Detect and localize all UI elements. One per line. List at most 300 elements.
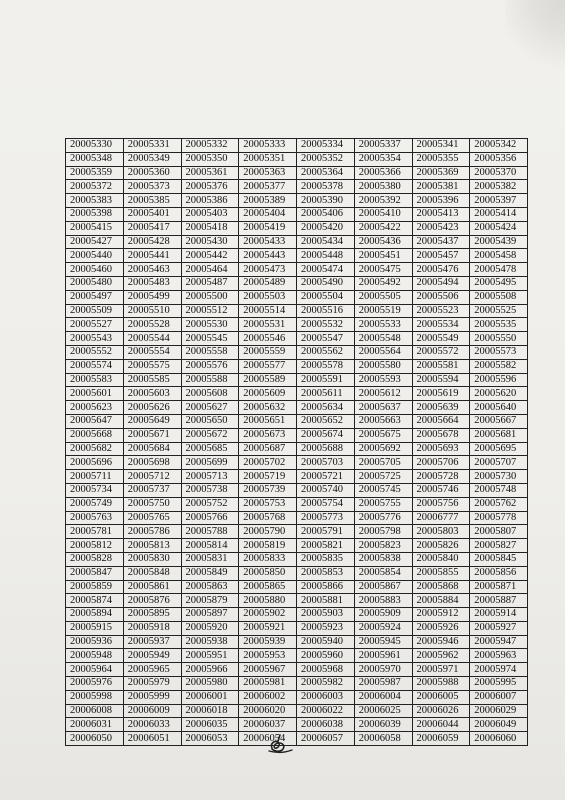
- roll-number-cell: 20005355: [412, 152, 470, 166]
- roll-number-cell: 20005826: [412, 539, 470, 553]
- roll-number-cell: 20005874: [66, 594, 124, 608]
- roll-number-cell: 20005533: [354, 318, 412, 332]
- roll-number-cell: 20005534: [412, 318, 470, 332]
- table-row: [66, 318, 528, 332]
- roll-number-cell: 20005475: [354, 263, 412, 277]
- roll-number-cell: 20005528: [123, 318, 181, 332]
- roll-number-cell: 20005813: [123, 539, 181, 553]
- roll-number-cell: 20005476: [412, 263, 470, 277]
- roll-number-cell: 20006051: [123, 732, 181, 746]
- roll-number-cell: 20005881: [297, 594, 355, 608]
- roll-number-cell: 20005531: [239, 318, 297, 332]
- roll-number-cell: 20005707: [470, 456, 528, 470]
- roll-number-cell: 20005480: [66, 276, 124, 290]
- roll-number-cell: 20006057: [297, 732, 355, 746]
- roll-number-cell: 20005830: [123, 552, 181, 566]
- roll-number-cell: 20005549: [412, 332, 470, 346]
- roll-number-cell: 20005434: [297, 235, 355, 249]
- roll-number-cell: 20005756: [412, 497, 470, 511]
- roll-number-cell: 20006022: [297, 704, 355, 718]
- table-row: [66, 235, 528, 249]
- roll-number-cell: 20005970: [354, 663, 412, 677]
- table-row: [66, 401, 528, 415]
- roll-number-cell: 20005433: [239, 235, 297, 249]
- roll-number-cell: 20005961: [354, 649, 412, 663]
- table-row: [66, 470, 528, 484]
- roll-number-cell: 20005550: [470, 332, 528, 346]
- roll-number-cell: 20005354: [354, 152, 412, 166]
- roll-number-cell: 20005492: [354, 276, 412, 290]
- roll-number-cell: 20005776: [354, 511, 412, 525]
- roll-number-cell: 20006037: [239, 718, 297, 732]
- roll-number-table: [65, 138, 528, 746]
- roll-number-cell: 20005814: [181, 539, 239, 553]
- roll-number-cell: 20006053: [181, 732, 239, 746]
- roll-number-cell: 20006002: [239, 690, 297, 704]
- roll-number-cell: 20005352: [297, 152, 355, 166]
- roll-number-cell: 20005364: [297, 166, 355, 180]
- roll-number-cell: 20005591: [297, 373, 355, 387]
- roll-number-cell: 20005876: [123, 594, 181, 608]
- roll-number-cell: 20005918: [123, 621, 181, 635]
- roll-number-table-body: [66, 139, 528, 746]
- roll-number-cell: 20005619: [412, 387, 470, 401]
- roll-number-cell: 20005745: [354, 483, 412, 497]
- table-row: [66, 649, 528, 663]
- roll-number-cell: 20006025: [354, 704, 412, 718]
- roll-number-cell: 20005609: [239, 387, 297, 401]
- paper-corner-shadow: [505, 0, 565, 70]
- roll-number-cell: 20005601: [66, 387, 124, 401]
- roll-number-cell: 20005848: [123, 566, 181, 580]
- roll-number-cell: 20005951: [181, 649, 239, 663]
- roll-number-cell: 20005949: [123, 649, 181, 663]
- roll-number-cell: 20006049: [470, 718, 528, 732]
- table-row: [66, 345, 528, 359]
- roll-number-cell: 20005678: [412, 428, 470, 442]
- roll-number-cell: 20005766: [181, 511, 239, 525]
- roll-number-cell: 20005734: [66, 483, 124, 497]
- roll-number-cell: 20006009: [123, 704, 181, 718]
- roll-number-cell: 20005637: [354, 401, 412, 415]
- roll-number-cell: 20005478: [470, 263, 528, 277]
- roll-number-cell: 20005410: [354, 207, 412, 221]
- roll-number-cell: 20005331: [123, 139, 181, 153]
- roll-number-cell: 20005854: [354, 566, 412, 580]
- roll-number-cell: 20006001: [181, 690, 239, 704]
- roll-number-cell: 20005464: [181, 263, 239, 277]
- roll-number-cell: 20005652: [297, 414, 355, 428]
- roll-number-cell: 20005695: [470, 442, 528, 456]
- roll-number-cell: 20005849: [181, 566, 239, 580]
- roll-number-cell: 20005887: [470, 594, 528, 608]
- roll-number-cell: 20005509: [66, 304, 124, 318]
- roll-number-cell: 20005909: [354, 608, 412, 622]
- roll-number-cell: 20005926: [412, 621, 470, 635]
- roll-number-cell: 20005831: [181, 552, 239, 566]
- roll-number-cell: 20005711: [66, 470, 124, 484]
- roll-number-cell: 20005588: [181, 373, 239, 387]
- roll-number-cell: 20005639: [412, 401, 470, 415]
- roll-number-cell: 20005988: [412, 677, 470, 691]
- roll-number-cell: 20005703: [297, 456, 355, 470]
- roll-number-cell: 20005739: [239, 483, 297, 497]
- roll-number-cell: 20005494: [412, 276, 470, 290]
- table-row: [66, 621, 528, 635]
- table-row: [66, 139, 528, 153]
- roll-number-cell: 20005441: [123, 249, 181, 263]
- roll-number-cell: 20005923: [297, 621, 355, 635]
- roll-number-cell: 20005698: [123, 456, 181, 470]
- roll-number-cell: 20005442: [181, 249, 239, 263]
- table-row: [66, 704, 528, 718]
- roll-number-cell: 20005577: [239, 359, 297, 373]
- roll-number-cell: 20005623: [66, 401, 124, 415]
- table-row: [66, 152, 528, 166]
- roll-number-cell: 20005945: [354, 635, 412, 649]
- roll-number-cell: 20005544: [123, 332, 181, 346]
- roll-number-cell: 20005721: [297, 470, 355, 484]
- roll-number-cell: 20005699: [181, 456, 239, 470]
- roll-number-cell: 20005682: [66, 442, 124, 456]
- table-row: [66, 332, 528, 346]
- roll-number-cell: 20005920: [181, 621, 239, 635]
- table-row: [66, 552, 528, 566]
- roll-number-cell: 20005768: [239, 511, 297, 525]
- roll-number-cell: 20005350: [181, 152, 239, 166]
- roll-number-cell: 20005440: [66, 249, 124, 263]
- roll-number-cell: 20005750: [123, 497, 181, 511]
- roll-number-cell: 20005503: [239, 290, 297, 304]
- roll-number-cell: 20005380: [354, 180, 412, 194]
- roll-number-cell: 20005819: [239, 539, 297, 553]
- roll-number-cell: 20005668: [66, 428, 124, 442]
- roll-number-cell: 20005863: [181, 580, 239, 594]
- table-row: [66, 483, 528, 497]
- roll-number-cell: 20005463: [123, 263, 181, 277]
- signature-icon: [266, 732, 296, 756]
- roll-number-cell: 20005845: [470, 552, 528, 566]
- table-row: [66, 414, 528, 428]
- roll-number-cell: 20005737: [123, 483, 181, 497]
- roll-number-cell: 20005968: [297, 663, 355, 677]
- roll-number-cell: 20005530: [181, 318, 239, 332]
- roll-number-cell: 20005372: [66, 180, 124, 194]
- roll-number-cell: 20005451: [354, 249, 412, 263]
- table-row: [66, 359, 528, 373]
- roll-number-cell: 20005719: [239, 470, 297, 484]
- table-row: [66, 732, 528, 746]
- roll-number-cell: 20005967: [239, 663, 297, 677]
- roll-number-cell: 20005373: [123, 180, 181, 194]
- table-row: [66, 373, 528, 387]
- roll-number-cell: 20005687: [239, 442, 297, 456]
- roll-number-cell: 20005523: [412, 304, 470, 318]
- roll-number-cell: 20005778: [470, 511, 528, 525]
- roll-number-cell: 20005979: [123, 677, 181, 691]
- roll-number-cell: 20005921: [239, 621, 297, 635]
- roll-number-cell: 20005823: [354, 539, 412, 553]
- roll-number-cell: 20005413: [412, 207, 470, 221]
- roll-number-cell: 20005651: [239, 414, 297, 428]
- table-row: [66, 428, 528, 442]
- roll-number-cell: 20005506: [412, 290, 470, 304]
- roll-number-cell: 20005337: [354, 139, 412, 153]
- roll-number-cell: 20005674: [297, 428, 355, 442]
- roll-number-cell: 20005938: [181, 635, 239, 649]
- roll-number-cell: 20005833: [239, 552, 297, 566]
- roll-number-cell: 20005460: [66, 263, 124, 277]
- roll-number-cell: 20005640: [470, 401, 528, 415]
- roll-number-cell: 20005483: [123, 276, 181, 290]
- roll-number-cell: 20005378: [297, 180, 355, 194]
- roll-number-cell: 20005937: [123, 635, 181, 649]
- roll-number-cell: 20005489: [239, 276, 297, 290]
- roll-number-cell: 20005457: [412, 249, 470, 263]
- roll-number-cell: 20005675: [354, 428, 412, 442]
- roll-number-cell: 20005803: [412, 525, 470, 539]
- roll-number-cell: 20005902: [239, 608, 297, 622]
- roll-number-cell: 20005499: [123, 290, 181, 304]
- roll-number-cell: 20005632: [239, 401, 297, 415]
- table-row: [66, 442, 528, 456]
- roll-number-cell: 20005960: [297, 649, 355, 663]
- roll-number-cell: 20005705: [354, 456, 412, 470]
- roll-number-cell: 20005880: [239, 594, 297, 608]
- roll-number-cell: 20005895: [123, 608, 181, 622]
- roll-number-cell: 20005672: [181, 428, 239, 442]
- roll-number-cell: 20005473: [239, 263, 297, 277]
- roll-number-cell: 20005728: [412, 470, 470, 484]
- table-row: [66, 497, 528, 511]
- roll-number-cell: 20005512: [181, 304, 239, 318]
- roll-number-cell: 20005514: [239, 304, 297, 318]
- roll-number-cell: 20005755: [354, 497, 412, 511]
- roll-number-cell: 20005971: [412, 663, 470, 677]
- roll-number-cell: 20005396: [412, 194, 470, 208]
- roll-number-cell: 20005386: [181, 194, 239, 208]
- roll-number-cell: 20006060: [470, 732, 528, 746]
- roll-number-cell: 20005773: [297, 511, 355, 525]
- roll-number-cell: 20005581: [412, 359, 470, 373]
- table-row: [66, 304, 528, 318]
- roll-number-cell: 20006008: [66, 704, 124, 718]
- roll-number-cell: 20005369: [412, 166, 470, 180]
- roll-number-cell: 20005389: [239, 194, 297, 208]
- roll-number-cell: 20005582: [470, 359, 528, 373]
- roll-number-cell: 20005423: [412, 221, 470, 235]
- roll-number-cell: 20005838: [354, 552, 412, 566]
- roll-number-cell: 20005366: [354, 166, 412, 180]
- roll-number-cell: 20005664: [412, 414, 470, 428]
- roll-number-cell: 20006004: [354, 690, 412, 704]
- roll-number-cell: 20005382: [470, 180, 528, 194]
- roll-number-cell: 20005552: [66, 345, 124, 359]
- roll-number-cell: 20005912: [412, 608, 470, 622]
- roll-number-cell: 20005867: [354, 580, 412, 594]
- roll-number-cell: 20005341: [412, 139, 470, 153]
- table-row: [66, 566, 528, 580]
- roll-number-cell: 20005856: [470, 566, 528, 580]
- roll-number-cell: 20005725: [354, 470, 412, 484]
- roll-number-cell: 20005684: [123, 442, 181, 456]
- roll-number-cell: 20005620: [470, 387, 528, 401]
- roll-number-cell: 20005332: [181, 139, 239, 153]
- roll-number-cell: 20005962: [412, 649, 470, 663]
- roll-number-cell: 20005861: [123, 580, 181, 594]
- roll-number-cell: 20006044: [412, 718, 470, 732]
- roll-number-cell: 20005999: [123, 690, 181, 704]
- roll-number-cell: 20005422: [354, 221, 412, 235]
- roll-number-cell: 20005626: [123, 401, 181, 415]
- roll-number-cell: 20005706: [412, 456, 470, 470]
- roll-number-cell: 20005966: [181, 663, 239, 677]
- roll-number-cell: 20005430: [181, 235, 239, 249]
- roll-number-cell: 20005406: [297, 207, 355, 221]
- table-row: [66, 677, 528, 691]
- roll-number-cell: 20005562: [297, 345, 355, 359]
- roll-number-cell: 20005351: [239, 152, 297, 166]
- roll-number-cell: 20005903: [297, 608, 355, 622]
- roll-number-cell: 20005974: [470, 663, 528, 677]
- roll-number-cell: 20005437: [412, 235, 470, 249]
- roll-number-cell: 20005504: [297, 290, 355, 304]
- roll-number-cell: 20005847: [66, 566, 124, 580]
- roll-number-cell: 20005334: [297, 139, 355, 153]
- roll-number-cell: 20005342: [470, 139, 528, 153]
- roll-number-cell: 20006050: [66, 732, 124, 746]
- roll-number-cell: 20005753: [239, 497, 297, 511]
- roll-number-cell: 20005414: [470, 207, 528, 221]
- roll-number-cell: 20005349: [123, 152, 181, 166]
- table-row: [66, 663, 528, 677]
- roll-number-cell: 20005497: [66, 290, 124, 304]
- table-row: [66, 166, 528, 180]
- roll-number-cell: 20005798: [354, 525, 412, 539]
- roll-number-cell: 20005439: [470, 235, 528, 249]
- roll-number-cell: 20005377: [239, 180, 297, 194]
- roll-number-cell: 20005575: [123, 359, 181, 373]
- roll-number-cell: 20005730: [470, 470, 528, 484]
- roll-number-cell: 20005381: [412, 180, 470, 194]
- roll-number-cell: 20005850: [239, 566, 297, 580]
- roll-number-cell: 20005976: [66, 677, 124, 691]
- roll-number-cell: 20005746: [412, 483, 470, 497]
- roll-number-cell: 20005443: [239, 249, 297, 263]
- roll-number-cell: 20005448: [297, 249, 355, 263]
- roll-number-cell: 20005883: [354, 594, 412, 608]
- roll-number-cell: 20005754: [297, 497, 355, 511]
- roll-number-cell: 20006035: [181, 718, 239, 732]
- table-row: [66, 608, 528, 622]
- table-row: [66, 718, 528, 732]
- roll-number-cell: 20005948: [66, 649, 124, 663]
- roll-number-cell: 20005608: [181, 387, 239, 401]
- roll-number-cell: 20005738: [181, 483, 239, 497]
- table-row: [66, 249, 528, 263]
- roll-number-cell: 20005981: [239, 677, 297, 691]
- roll-number-cell: 20005998: [66, 690, 124, 704]
- roll-number-cell: 20005360: [123, 166, 181, 180]
- roll-number-cell: 20005879: [181, 594, 239, 608]
- roll-number-cell: 20005398: [66, 207, 124, 221]
- roll-number-cell: 20005487: [181, 276, 239, 290]
- roll-number-cell: 20005713: [181, 470, 239, 484]
- roll-number-cell: 20005712: [123, 470, 181, 484]
- table-row: [66, 580, 528, 594]
- roll-number-cell: 20005627: [181, 401, 239, 415]
- roll-number-cell: 20005884: [412, 594, 470, 608]
- roll-number-cell: 20005940: [297, 635, 355, 649]
- roll-number-cell: 20006026: [412, 704, 470, 718]
- table-row: [66, 180, 528, 194]
- roll-number-cell: 20005392: [354, 194, 412, 208]
- roll-number-cell: 20005356: [470, 152, 528, 166]
- roll-number-cell: 20005576: [181, 359, 239, 373]
- roll-number-cell: 20005510: [123, 304, 181, 318]
- roll-number-cell: 20005947: [470, 635, 528, 649]
- roll-number-cell: 20005603: [123, 387, 181, 401]
- roll-number-cell: 20005667: [470, 414, 528, 428]
- roll-number-cell: 20005548: [354, 332, 412, 346]
- roll-number-cell: 20005927: [470, 621, 528, 635]
- roll-number-cell: 20006005: [412, 690, 470, 704]
- roll-number-cell: 20005589: [239, 373, 297, 387]
- table-row: [66, 387, 528, 401]
- roll-number-cell: 20005980: [181, 677, 239, 691]
- table-row: [66, 276, 528, 290]
- table-row: [66, 194, 528, 208]
- roll-number-cell: 20006038: [297, 718, 355, 732]
- roll-number-cell: 20005527: [66, 318, 124, 332]
- roll-number-cell: 20005545: [181, 332, 239, 346]
- roll-number-cell: 20005763: [66, 511, 124, 525]
- table-row: [66, 539, 528, 553]
- roll-number-cell: 20005424: [470, 221, 528, 235]
- roll-number-cell: 20005401: [123, 207, 181, 221]
- roll-number-cell: 20005964: [66, 663, 124, 677]
- roll-number-cell: 20005543: [66, 332, 124, 346]
- roll-number-cell: 20005593: [354, 373, 412, 387]
- roll-number-cell: 20006777: [412, 511, 470, 525]
- roll-number-cell: 20006020: [239, 704, 297, 718]
- roll-number-cell: 20005693: [412, 442, 470, 456]
- roll-number-cell: 20005415: [66, 221, 124, 235]
- roll-number-cell: 20005853: [297, 566, 355, 580]
- roll-number-cell: 20005474: [297, 263, 355, 277]
- roll-number-cell: 20005650: [181, 414, 239, 428]
- roll-number-cell: 20005963: [470, 649, 528, 663]
- roll-number-cell: 20005995: [470, 677, 528, 691]
- table-row: [66, 207, 528, 221]
- roll-number-cell: 20006003: [297, 690, 355, 704]
- roll-number-cell: 20005572: [412, 345, 470, 359]
- roll-number-cell: 20005871: [470, 580, 528, 594]
- roll-number-cell: 20005748: [470, 483, 528, 497]
- roll-number-cell: 20006058: [354, 732, 412, 746]
- roll-number-cell: 20005987: [354, 677, 412, 691]
- roll-number-cell: 20005965: [123, 663, 181, 677]
- roll-number-cell: 20006054: [239, 732, 297, 746]
- roll-number-cell: 20005791: [297, 525, 355, 539]
- roll-number-cell: 20005827: [470, 539, 528, 553]
- roll-number-cell: 20005580: [354, 359, 412, 373]
- roll-number-cell: 20005835: [297, 552, 355, 566]
- roll-number-cell: 20005788: [181, 525, 239, 539]
- roll-number-cell: 20005936: [66, 635, 124, 649]
- table-row: [66, 456, 528, 470]
- roll-number-cell: 20005458: [470, 249, 528, 263]
